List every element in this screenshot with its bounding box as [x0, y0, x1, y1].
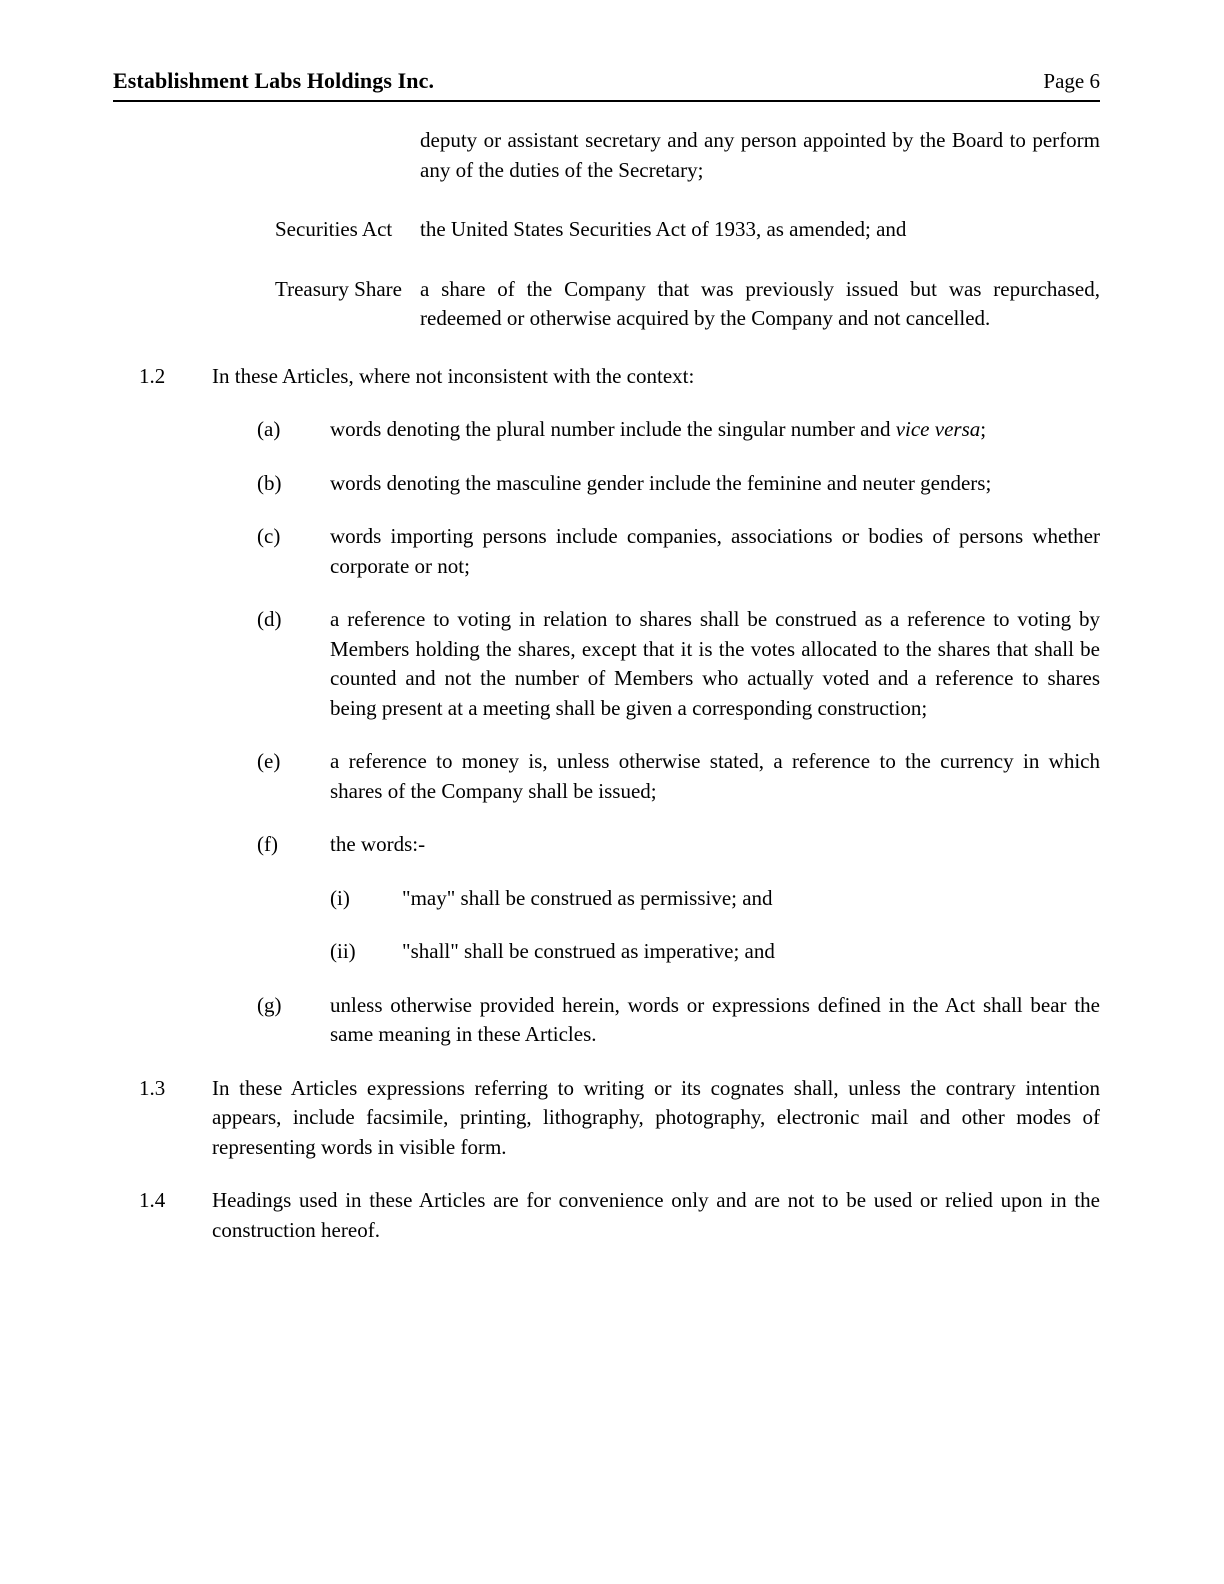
- definition-text: a share of the Company that was previously issued but was repurchased, redeemed or otherwise acquired by the Company and not cancelled.: [420, 276, 1100, 330]
- item-text-italic: vice versa: [895, 417, 981, 441]
- item-label: (c): [257, 524, 281, 548]
- clause-1-2: [113, 362, 1100, 392]
- header-company-name: Establishment Labs Holdings Inc.: [113, 68, 435, 93]
- definition-row: [113, 275, 1100, 334]
- clause-1-2-item-b: [113, 469, 1100, 499]
- item-label: (ii): [330, 939, 356, 963]
- item-text-part: words denoting the plural number include the singular number and: [330, 417, 896, 441]
- item-text: a reference to money is, unless otherwise stated, a reference to the currency in which shares of the Company shall be issued;: [330, 749, 1100, 803]
- clause-text: In these Articles expressions referring to writing or its cognates shall, unless the contrary intention appears, include facsimile, printing, lithography, photography, electronic mail and other modes of representing words in visible form.: [212, 1075, 1100, 1159]
- clause-number: 1.2: [139, 363, 166, 388]
- definition-term: Securities Act: [275, 217, 393, 241]
- item-text: words importing persons include companies, associations or bodies of persons whether corporate or not;: [330, 524, 1100, 578]
- clause-number: 1.3: [139, 1075, 166, 1100]
- clause-text: Headings used in these Articles are for convenience only and are not to be used or relied upon in the construction hereof.: [212, 1188, 1100, 1242]
- clause-1-2-item-a: [113, 415, 1100, 445]
- clause-1-4: [113, 1186, 1100, 1245]
- definition-row: [113, 215, 1100, 245]
- item-text: unless otherwise provided herein, words or expressions defined in the Act shall bear the same meaning in these Articles.: [330, 992, 1100, 1046]
- definition-term: Treasury Share: [275, 276, 402, 301]
- item-label: (a): [257, 417, 281, 441]
- item-text: [330, 417, 986, 441]
- clause-text: In these Articles, where not inconsistent with the context:: [212, 363, 695, 388]
- item-text: a reference to voting in relation to shares shall be construed as a reference to voting by Members holding the shares, except that it is the votes allocated to the shares that shall be counted and not the number of Members who actually voted and a reference to shares being present at a meeting shall be given a corresponding construction;: [330, 607, 1100, 720]
- item-text: "shall" shall be construed as imperative; and: [402, 939, 775, 963]
- item-label: (e): [257, 749, 281, 773]
- definition-text: deputy or assistant secretary and any person appointed by the Board to perform any of the duties of the Secretary;: [420, 128, 1100, 182]
- item-text: words denoting the masculine gender include the feminine and neuter genders;: [330, 470, 992, 495]
- clause-1-2-item-f: [113, 830, 1100, 860]
- definitions-table: [113, 126, 1100, 334]
- clause-1-2-item-f-i: [113, 884, 1100, 914]
- document-body: [113, 126, 1100, 1245]
- item-text-tail: ;: [980, 417, 987, 441]
- clause-1-2-item-c: [113, 522, 1100, 581]
- item-label: (f): [257, 832, 278, 856]
- item-label: (g): [257, 992, 282, 1017]
- definition-spacer: [113, 245, 1100, 275]
- definition-term: [113, 126, 418, 185]
- page-header: [113, 68, 1100, 102]
- item-text: "may" shall be construed as permissive; and: [402, 885, 773, 910]
- header-page-number: Page 6: [1043, 69, 1100, 93]
- definition-spacer: [113, 185, 1100, 215]
- item-label: (i): [330, 885, 350, 910]
- clause-1-3: [113, 1074, 1100, 1163]
- definition-text: the United States Securities Act of 1933, as amended; and: [420, 217, 907, 241]
- item-label: (b): [257, 470, 282, 495]
- clause-1-2-item-d: [113, 605, 1100, 723]
- clause-1-2-item-g: [113, 991, 1100, 1050]
- clause-1-2-item-f-ii: [113, 937, 1100, 967]
- definition-row: [113, 126, 1100, 185]
- item-label: (d): [257, 607, 282, 631]
- clause-1-2-item-e: [113, 747, 1100, 806]
- item-text: the words:-: [330, 832, 426, 856]
- clause-number: 1.4: [139, 1188, 166, 1212]
